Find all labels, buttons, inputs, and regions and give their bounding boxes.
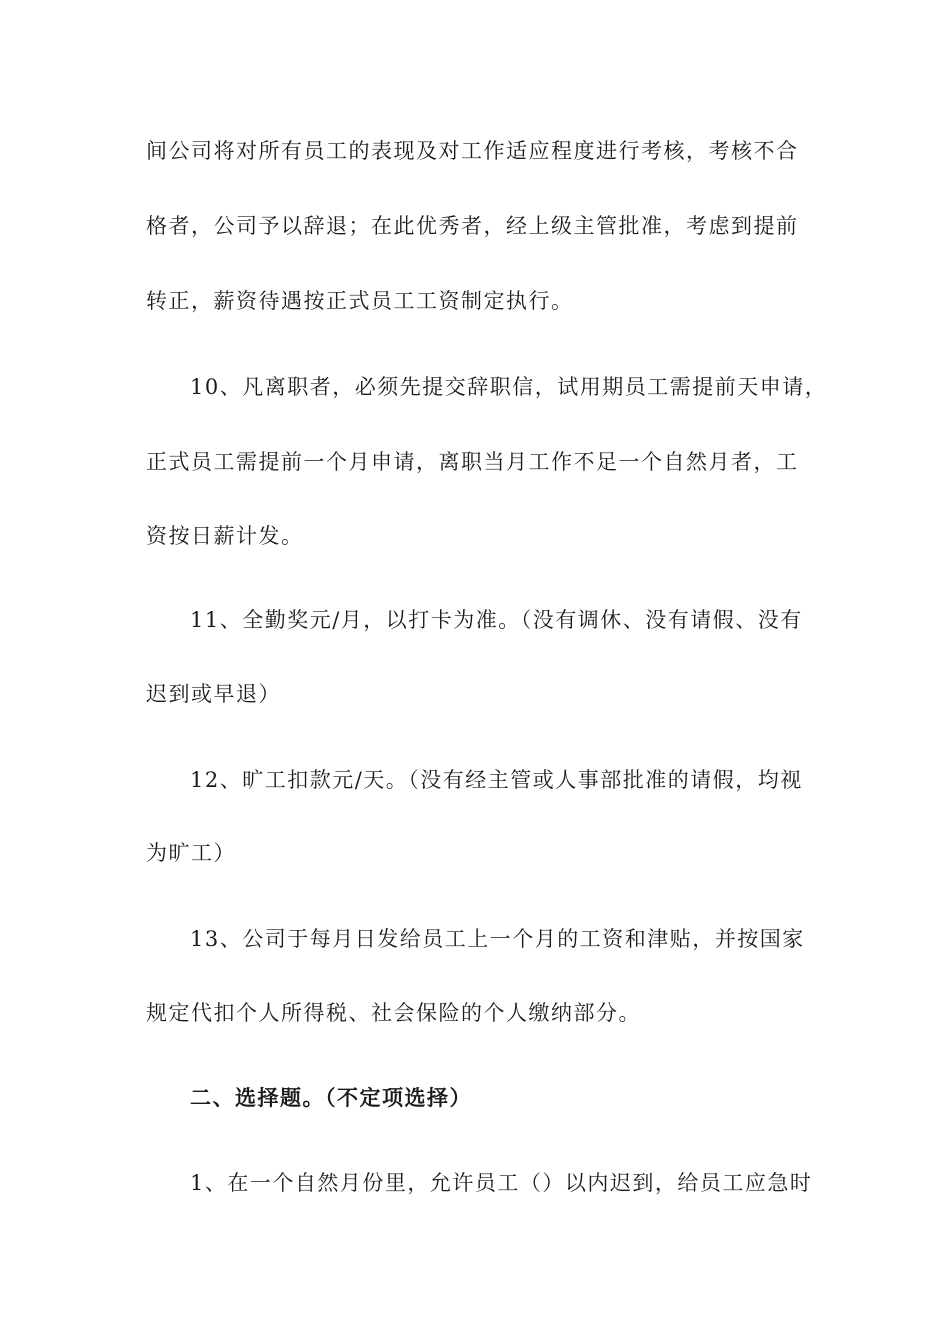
question-1-line: 1、在一个自然月份里，允许员工（）以内迟到，给员工应急时 bbox=[190, 1171, 813, 1195]
item-11-line: 11、全勤奖元/月，以打卡为准。（没有调休、没有请假、没有 bbox=[190, 608, 803, 632]
paragraph-line: 资按日薪计发。 bbox=[146, 524, 304, 548]
item-13-line: 13、公司于每月日发给员工上一个月的工资和津贴，并按国家 bbox=[190, 927, 805, 951]
paragraph-line: 转正，薪资待遇按正式员工工资制定执行。 bbox=[146, 289, 574, 313]
paragraph-line: 间公司将对所有员工的表现及对工作适应程度进行考核，考核不合 bbox=[146, 139, 799, 163]
paragraph-line: 格者，公司予以辞退；在此优秀者，经上级主管批准，考虑到提前 bbox=[146, 214, 799, 238]
item-12-line: 12、旷工扣款元/天。（没有经主管或人事部批准的请假，均视 bbox=[190, 768, 803, 792]
paragraph-line: 为旷工） bbox=[146, 841, 236, 865]
item-10-line: 10、凡离职者，必须先提交辞职信，试用期员工需提前天申请， bbox=[190, 375, 828, 399]
paragraph-line: 正式员工需提前一个月申请，离职当月工作不足一个自然月者，工 bbox=[146, 450, 799, 474]
paragraph-line: 规定代扣个人所得税、社会保险的个人缴纳部分。 bbox=[146, 1001, 641, 1025]
paragraph-line: 迟到或早退） bbox=[146, 682, 281, 706]
section-heading: 二、选择题。（不定项选择） bbox=[190, 1085, 472, 1110]
